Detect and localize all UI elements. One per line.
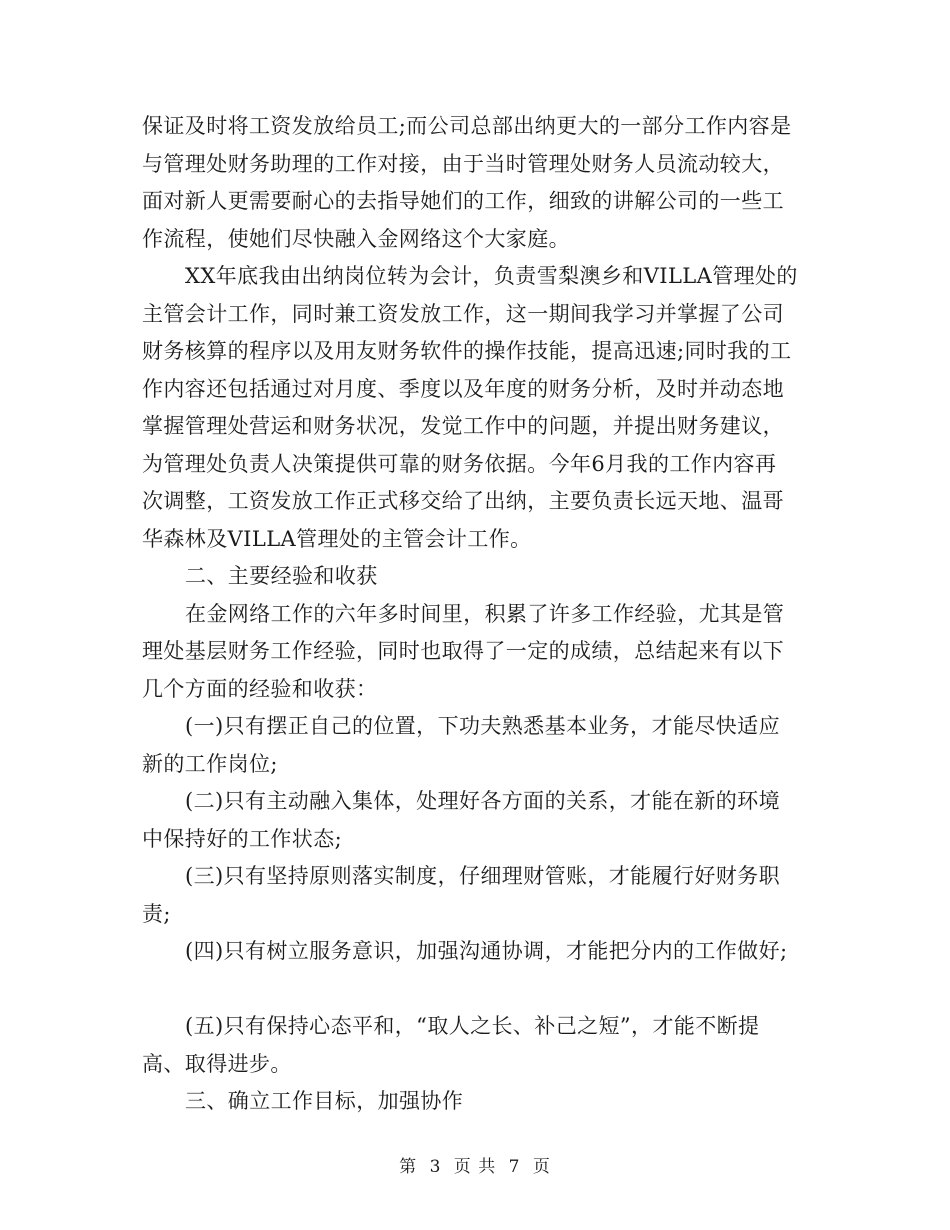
text-line: 中保持好的工作状态; [142, 826, 343, 851]
text-line: 掌握管理处营运和财务状况，发觉工作中的问题，并提出财务建议， [142, 414, 784, 438]
text-line: 保证及时将工资发放给员工;而公司总部出纳更大的一部分工作内容是 [142, 114, 792, 138]
text-line: 新的工作岗位; [142, 751, 278, 776]
text-line: 在金网络工作的六年多时间里，积累了许多工作经验，尤其是管 [185, 601, 785, 626]
text-line: 作流程，使她们尽快融入金网络这个大家庭。 [142, 226, 570, 251]
text-line: 财务核算的程序以及用友财务软件的操作技能，提高迅速;同时我的工 [142, 339, 792, 363]
document-body [142, 108, 810, 1121]
blank-line [142, 971, 810, 1009]
text-line: 二、主要经验和收获 [185, 564, 378, 588]
text-line: 几个方面的经验和收获： [142, 676, 378, 701]
text-line: (三)只有坚持原则落实制度，仔细理财管账，才能履行好财务职 [185, 864, 780, 888]
text-line: (一)只有摆正自己的位置，下功夫熟悉基本业务，才能尽快适应 [185, 714, 780, 738]
text-line: 作内容还包括通过对月度、季度以及年度的财务分析，及时并动态地 [142, 376, 784, 401]
page-footer [0, 1152, 950, 1177]
footer-page-total: 7 [508, 1157, 521, 1177]
text-line: 三、确立工作目标，加强协作 [185, 1089, 464, 1113]
text-line: 为管理处负责人决策提供可靠的财务依据。今年6月我的工作内容再 [142, 451, 777, 476]
text-line: 华森林及VILLA管理处的主管会计工作。 [142, 526, 532, 551]
text-line: (四)只有树立服务意识，加强沟通协调，才能把分内的工作做好; [185, 939, 788, 963]
text-line: (二)只有主动融入集体，处理好各方面的关系，才能在新的环境 [185, 789, 780, 813]
text-line: 责; [142, 901, 171, 926]
footer-suffix: 页 [532, 1157, 551, 1177]
footer-middle: 页 共 [453, 1157, 497, 1177]
text-line: (五)只有保持心态平和，“取人之长、补己之短”，才能不断提 [185, 1014, 760, 1038]
text-line: 面对新人更需要耐心的去指导她们的工作，细致的讲解公司的一些工 [142, 189, 784, 213]
text-line: XX年底我由出纳岗位转为会计，负责雪梨澳乡和VILLA管理处的 [185, 264, 798, 288]
footer-page-number: 3 [429, 1157, 442, 1177]
text-line: 次调整，工资发放工作正式移交给了出纳，主要负责长远天地、温哥 [142, 489, 784, 513]
text-line: 主管会计工作，同时兼工资发放工作，这一期间我学习并掌握了公司 [142, 301, 784, 326]
text-line: 与管理处财务助理的工作对接，由于当时管理处财务人员流动较大， [142, 151, 784, 176]
text-line: 高、取得进步。 [142, 1051, 292, 1076]
text-line: 理处基层财务工作经验，同时也取得了一定的成绩，总结起来有以下 [142, 639, 784, 663]
footer-prefix: 第 [399, 1157, 418, 1177]
